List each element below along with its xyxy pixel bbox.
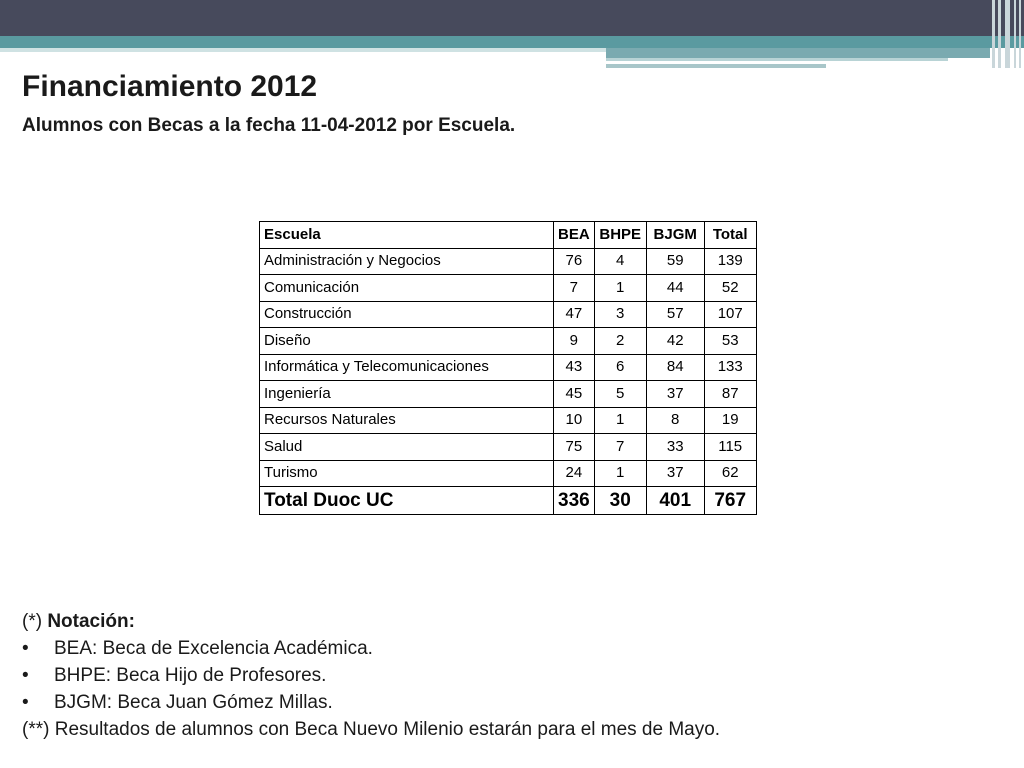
cell-bjgm: 33 <box>646 434 704 461</box>
cell-escuela: Administración y Negocios <box>260 248 554 275</box>
header-bar-teal-underline <box>0 48 606 52</box>
cell-total: 115 <box>704 434 756 461</box>
cell-bea: 10 <box>554 407 595 434</box>
cell-escuela: Construcción <box>260 301 554 328</box>
slide-title: Financiamiento 2012 <box>22 70 318 103</box>
header-bar-dark <box>0 0 1024 36</box>
cell-bhpe: 5 <box>594 381 646 408</box>
cell-escuela: Salud <box>260 434 554 461</box>
table-row <box>260 434 757 461</box>
col-header-bhpe: BHPE <box>594 222 646 249</box>
cell-escuela: Diseño <box>260 328 554 355</box>
cell-bhpe: 1 <box>594 460 646 487</box>
list-item <box>22 635 720 662</box>
cell-total: 87 <box>704 381 756 408</box>
cell-bea: 7 <box>554 275 595 302</box>
cell-bhpe: 1 <box>594 407 646 434</box>
cell-bhpe: 4 <box>594 248 646 275</box>
cell-escuela: Comunicación <box>260 275 554 302</box>
cell-total: 107 <box>704 301 756 328</box>
table-body <box>260 248 757 487</box>
table-row <box>260 460 757 487</box>
table-row <box>260 328 757 355</box>
cell-bjgm: 37 <box>646 460 704 487</box>
cell-bhpe: 6 <box>594 354 646 381</box>
footer-note: (**) Resultados de alumnos con Beca Nuevo Milenio estarán para el mes de Mayo. <box>22 719 721 740</box>
header-accent-block <box>606 48 990 58</box>
cell-escuela: Recursos Naturales <box>260 407 554 434</box>
notation-heading <box>22 608 720 635</box>
table-total-row <box>260 487 757 515</box>
total-bhpe: 30 <box>594 487 646 515</box>
table-row <box>260 407 757 434</box>
table-row <box>260 248 757 275</box>
table-header-row <box>260 222 757 249</box>
cell-bjgm: 8 <box>646 407 704 434</box>
cell-bhpe: 7 <box>594 434 646 461</box>
notation-prefix: (*) <box>22 611 48 632</box>
cell-bea: 45 <box>554 381 595 408</box>
slide-subtitle: Alumnos con Becas a la fecha 11-04-2012 por Escuela. <box>22 115 516 136</box>
cell-bjgm: 42 <box>646 328 704 355</box>
table-row <box>260 275 757 302</box>
note-item-text: BJGM: Beca Juan Gómez Millas. <box>54 692 333 713</box>
col-header-total: Total <box>704 222 756 249</box>
cell-bjgm: 44 <box>646 275 704 302</box>
note-item-text: BEA: Beca de Excelencia Académica. <box>54 638 373 659</box>
cell-bea: 76 <box>554 248 595 275</box>
cell-total: 19 <box>704 407 756 434</box>
header-stripe <box>1019 0 1021 68</box>
cell-total: 139 <box>704 248 756 275</box>
col-header-bea: BEA <box>554 222 595 249</box>
total-total: 767 <box>704 487 756 515</box>
cell-bjgm: 57 <box>646 301 704 328</box>
cell-bhpe: 3 <box>594 301 646 328</box>
cell-bhpe: 1 <box>594 275 646 302</box>
cell-bjgm: 59 <box>646 248 704 275</box>
header-stripe <box>998 0 1001 68</box>
cell-bhpe: 2 <box>594 328 646 355</box>
list-item <box>22 662 720 689</box>
table-row <box>260 301 757 328</box>
cell-bea: 43 <box>554 354 595 381</box>
cell-total: 52 <box>704 275 756 302</box>
header-accent-line-2 <box>606 64 826 68</box>
cell-bjgm: 84 <box>646 354 704 381</box>
col-header-bjgm: BJGM <box>646 222 704 249</box>
cell-escuela: Informática y Telecomunicaciones <box>260 354 554 381</box>
bullet-icon: • <box>22 692 29 713</box>
cell-total: 133 <box>704 354 756 381</box>
list-item <box>22 689 720 716</box>
cell-total: 62 <box>704 460 756 487</box>
cell-bea: 47 <box>554 301 595 328</box>
total-bjgm: 401 <box>646 487 704 515</box>
header-stripe <box>1005 0 1010 68</box>
cell-bea: 24 <box>554 460 595 487</box>
bullet-icon: • <box>22 638 29 659</box>
scholarship-table <box>259 221 757 515</box>
header-bar-teal <box>0 36 1024 48</box>
notation-label: Notación: <box>47 611 135 632</box>
bullet-icon: • <box>22 665 29 686</box>
header-stripe <box>1014 0 1016 68</box>
table-row <box>260 381 757 408</box>
cell-bjgm: 37 <box>646 381 704 408</box>
cell-escuela: Ingeniería <box>260 381 554 408</box>
total-label: Total Duoc UC <box>260 487 554 515</box>
notes-section <box>22 608 720 743</box>
total-bea: 336 <box>554 487 595 515</box>
cell-escuela: Turismo <box>260 460 554 487</box>
cell-total: 53 <box>704 328 756 355</box>
cell-bea: 75 <box>554 434 595 461</box>
col-header-escuela: Escuela <box>260 222 554 249</box>
header-stripe <box>992 0 995 68</box>
header-accent-line <box>606 58 948 61</box>
table-row <box>260 354 757 381</box>
note-item-text: BHPE: Beca Hijo de Profesores. <box>54 665 327 686</box>
cell-bea: 9 <box>554 328 595 355</box>
